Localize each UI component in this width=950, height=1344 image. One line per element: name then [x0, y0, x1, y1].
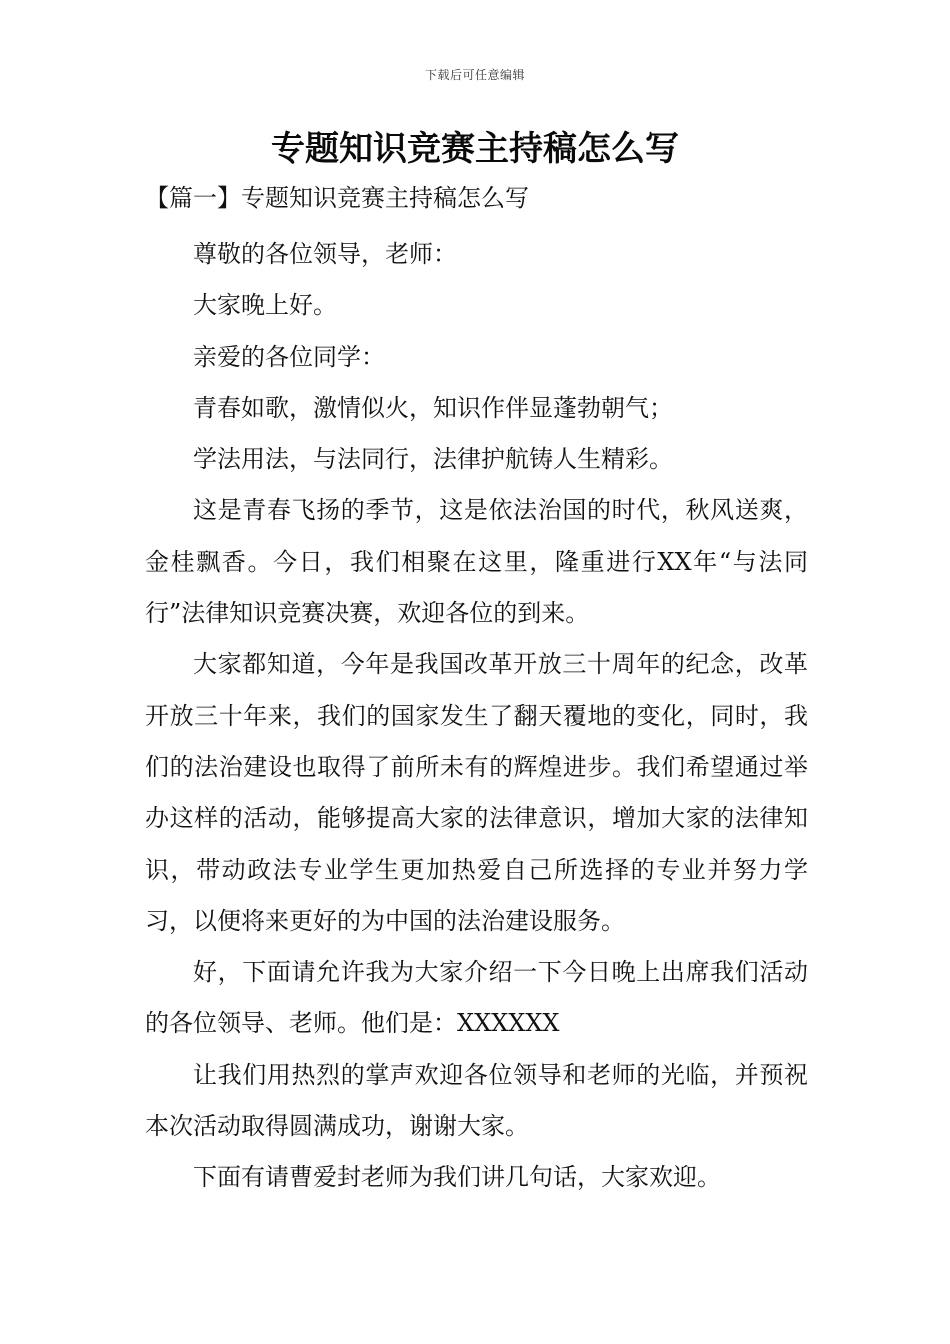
paragraph-background: 大家都知道，今年是我国改革开放三十周年的纪念，改革开放三十年来，我们的国家发生了翻天覆地的变化，同时，我们的法治建设也取得了前所未有的辉煌进步。我们希望通过举办这样的活动，能够提高大家的法律意识，增加大家的法律知识，带动政法专业学生更加热爱自己所选择的专业并努力学习，以便将来更好的为中国的法治建设服务。 — [145, 650, 808, 935]
paragraph-invitation: 下面有请曹爱封老师为我们讲几句话，大家欢迎。 — [193, 1163, 721, 1192]
paragraph-salutation-leaders: 尊敬的各位领导，老师： — [193, 240, 457, 268]
paragraph-salutation-students: 亲爱的各位同学： — [193, 342, 385, 371]
paragraph-opening: 这是青春飞扬的季节，这是依法治国的时代，秋风送爽，金桂飘香。今日，我们相聚在这里，隆重进行XX年“与法同行”法律知识竞赛决赛，欢迎各位的到来。 — [145, 496, 808, 628]
paragraph-greeting: 大家晚上好。 — [193, 291, 337, 320]
paragraph-verse-1: 青春如歌，激情似火，知识作伴显蓬勃朝气； — [193, 393, 673, 422]
paragraph-introduction: 好，下面请允许我为大家介绍一下今日晚上出席我们活动的各位领导、老师。他们是：XXXXXX — [145, 958, 808, 1038]
paragraph-welcome: 让我们用热烈的掌声欢迎各位领导和老师的光临，并预祝本次活动取得圆满成功，谢谢大家。 — [145, 1060, 808, 1141]
section-heading: 【篇一】专题知识竞赛主持稿怎么写 — [145, 184, 529, 212]
document-title: 专题知识竞赛主持稿怎么写 — [271, 129, 679, 169]
header-note: 下载后可任意编辑 — [424, 68, 525, 82]
paragraph-verse-2: 学法用法，与法同行，法律护航铸人生精彩。 — [193, 445, 673, 474]
document-body — [145, 229, 808, 1204]
